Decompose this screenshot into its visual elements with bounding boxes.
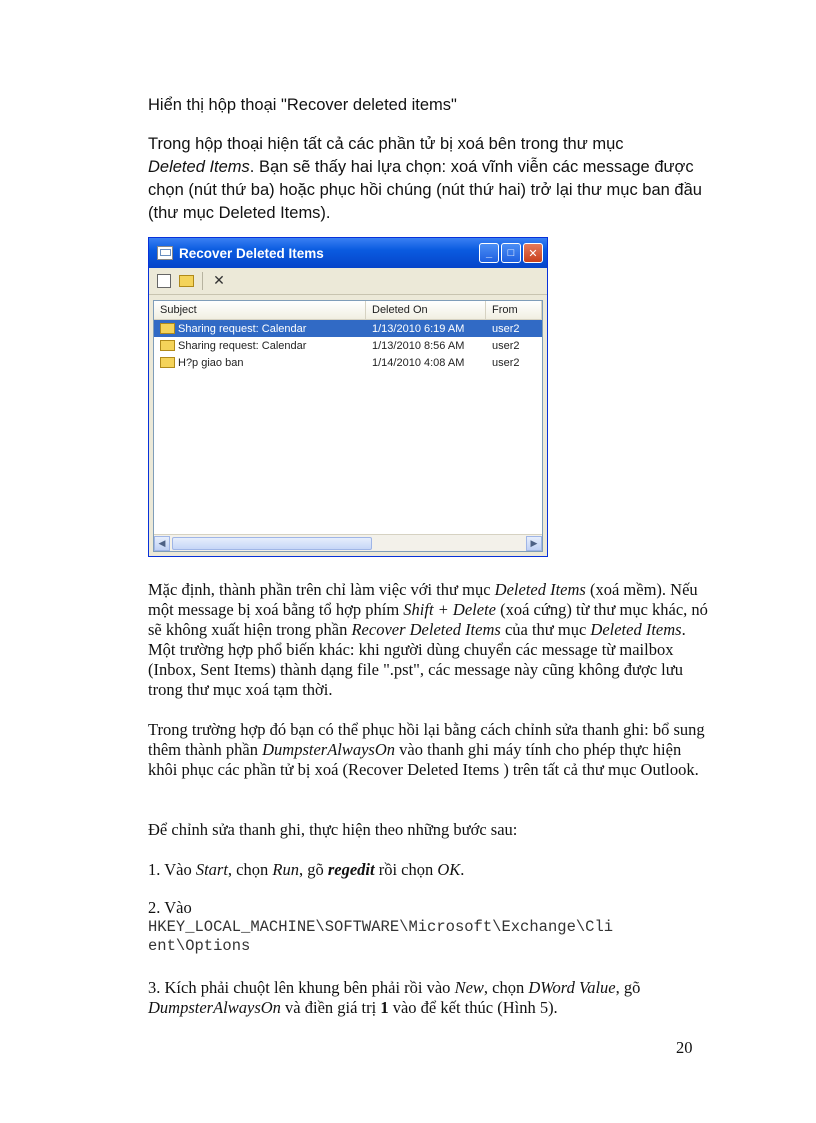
paragraph-soft-delete: Mặc định, thành phần trên chỉ làm việc với thư mục Deleted Items (xoá mềm). Nếu một message bị xoá bằng tổ hợp phím Shift + Delete (xoá cứng) từ thư mục khác, nó sẽ không xuất hiện trong phần Recover Deleted Items của thư mục Deleted Items. Một trường hợp phổ biến khác: khi người dùng chuyển các message từ mailbox (Inbox, Sent Items) thành dạng file ".pst", các message này cũng không được lưu trong thư mục xoá tạm thời. — [148, 580, 708, 699]
intro-paragraph: Trong hộp thoại hiện tất cả các phần tử bị xoá bên trong thư mục Deleted Items. Bạn sẽ thấy hai lựa chọn: xoá vĩnh viễn các message được chọn (nút thứ ba) hoặc phục hồi chúng (nút thứ hai) trở lại thư mục ban đầu (thư mục Deleted Items). — [148, 135, 702, 222]
mail-icon — [160, 340, 175, 351]
list-item[interactable]: Sharing request: Calendar 1/13/2010 6:19 AM user2 — [154, 320, 542, 337]
dialog-toolbar — [149, 268, 547, 295]
dialog-title: Recover Deleted Items — [179, 245, 324, 261]
list-header — [154, 301, 542, 320]
heading: Hiển thị hộp thoại "Recover deleted items" — [148, 96, 457, 114]
page-number: 20 — [676, 1038, 693, 1057]
scroll-thumb[interactable] — [172, 537, 372, 550]
close-button[interactable]: ✕ — [523, 243, 543, 263]
column-subject[interactable]: Subject — [154, 301, 366, 319]
scroll-left-icon[interactable]: ◀ — [154, 536, 170, 551]
dialog-titlebar — [149, 238, 547, 268]
horizontal-scrollbar[interactable] — [154, 534, 542, 551]
paragraph-registry: Trong trường hợp đó bạn có thể phục hồi lại bằng cách chỉnh sửa thanh ghi: bổ sung thêm thành phần DumpsterAlwaysOn vào thanh ghi máy tính cho phép thực hiện khôi phục các phần tử bị xoá (Recover Deleted Items ) trên tất cả thư mục Outlook. — [148, 720, 705, 779]
column-deleted-on[interactable]: Deleted On — [366, 301, 486, 319]
mail-icon — [160, 357, 175, 368]
paragraph-steps-intro: Để chỉnh sửa thanh ghi, thực hiện theo những bước sau: — [148, 820, 518, 839]
mail-icon — [160, 323, 175, 334]
select-all-icon[interactable] — [157, 274, 171, 288]
scroll-right-icon[interactable]: ▶ — [526, 536, 542, 551]
window-icon — [157, 246, 173, 260]
step-2-label: 2. Vào — [148, 898, 192, 917]
column-from[interactable]: From — [486, 301, 542, 319]
recover-deleted-items-dialog — [148, 237, 548, 557]
purge-delete-icon[interactable]: ✕ — [213, 273, 225, 289]
toolbar-separator — [202, 272, 203, 290]
step-1: 1. Vào Start, chọn Run, gõ regedit rồi chọn OK. — [148, 860, 465, 879]
minimize-button[interactable]: _ — [479, 243, 499, 263]
list-item[interactable]: Sharing request: Calendar 1/13/2010 8:56 AM user2 — [154, 337, 542, 354]
maximize-button[interactable]: □ — [501, 243, 521, 263]
deleted-items-list — [153, 300, 543, 552]
step-3: 3. Kích phải chuột lên khung bên phải rồi vào New, chọn DWord Value, gõ DumpsterAlwaysOn và điền giá trị 1 vào để kết thúc (Hình 5). — [148, 978, 641, 1017]
registry-path: HKEY_LOCAL_MACHINE\SOFTWARE\Microsoft\Exchange\Cli ent\Options — [148, 918, 614, 955]
recover-selected-icon[interactable] — [179, 275, 194, 287]
list-item[interactable]: H?p giao ban 1/14/2010 4:08 AM user2 — [154, 354, 542, 371]
